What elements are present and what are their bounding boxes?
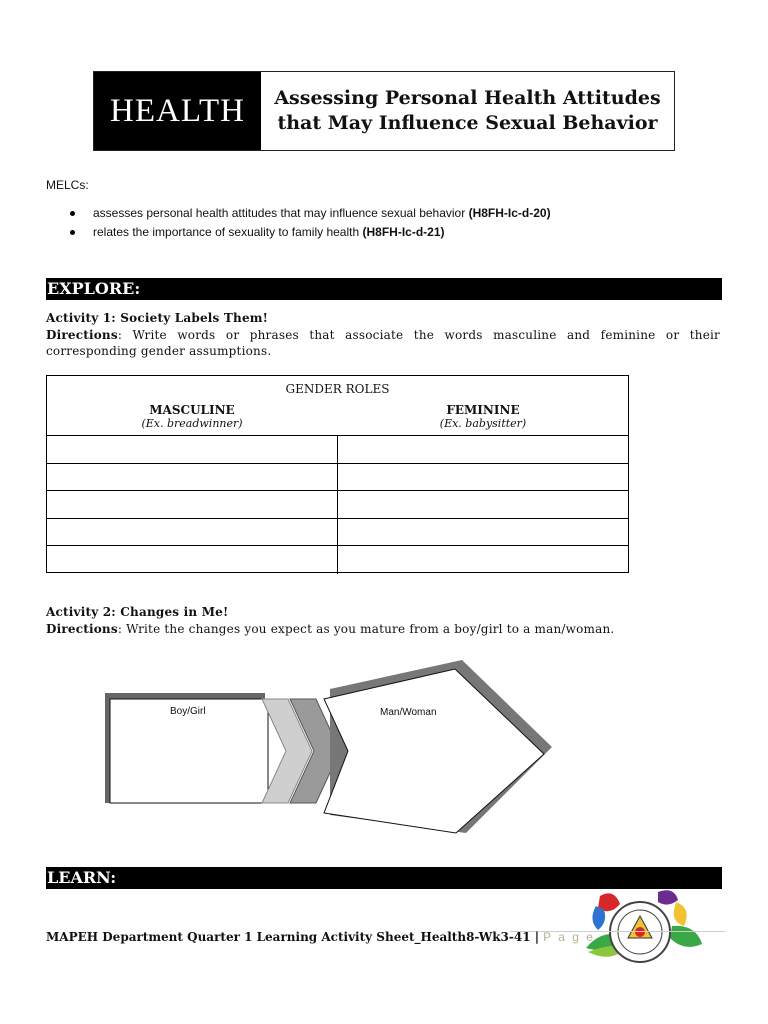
feminine-column-header	[338, 403, 628, 430]
color-shape	[658, 890, 678, 904]
bullet-icon	[70, 230, 75, 235]
masculine-label: MASCULINE	[149, 403, 235, 417]
activity1-title: Activity 1: Society Labels Them!	[46, 311, 269, 325]
changes-diagram	[100, 655, 570, 835]
melc-item	[70, 205, 710, 224]
boy-girl-label: Boy/Girl	[170, 706, 206, 717]
feminine-answer-cell[interactable]	[338, 546, 628, 574]
table-caption: GENDER ROLES	[285, 382, 390, 396]
table-header	[47, 376, 628, 436]
masculine-example: (Ex. breadwinner)	[141, 417, 243, 430]
page-label: P a g e	[543, 930, 595, 944]
melc-text: assesses personal health attitudes that may influence sexual behavior	[93, 206, 466, 220]
title-banner	[93, 71, 675, 151]
subject-badge: HEALTH	[94, 72, 261, 150]
table-row	[47, 436, 628, 464]
learn-section-header: LEARN:	[46, 867, 722, 889]
melc-code: (H8FH-Ic-d-21)	[362, 225, 445, 239]
feminine-answer-cell[interactable]	[338, 519, 628, 546]
color-shape	[670, 926, 702, 947]
melc-item	[70, 224, 710, 243]
feminine-answer-cell[interactable]	[338, 464, 628, 491]
masculine-answer-cell[interactable]	[47, 491, 338, 518]
directions-text: : Write the changes you expect as you mature from a boy/girl to a man/woman.	[117, 622, 615, 636]
table-row	[47, 519, 628, 547]
color-shape	[598, 893, 620, 911]
masculine-answer-cell[interactable]	[47, 519, 338, 546]
bullet-icon	[70, 211, 75, 216]
table-row	[47, 546, 628, 574]
melcs-label: MELCs:	[46, 178, 89, 192]
footer	[46, 930, 595, 944]
explore-section-header: EXPLORE:	[46, 278, 722, 300]
directions-label: Directions	[46, 328, 118, 342]
table-row	[47, 464, 628, 492]
masculine-answer-cell[interactable]	[47, 436, 338, 463]
masculine-answer-cell[interactable]	[47, 546, 338, 574]
man-woman-label: Man/Woman	[380, 707, 437, 718]
activity2-directions	[46, 621, 720, 637]
masculine-column-header	[47, 403, 337, 430]
activity2-title: Activity 2: Changes in Me!	[46, 605, 229, 619]
melc-code: (H8FH-Ic-d-20)	[468, 206, 551, 220]
color-shape	[674, 902, 687, 926]
school-seal-logo	[584, 886, 704, 996]
gender-roles-table	[46, 375, 629, 573]
masculine-answer-cell[interactable]	[47, 464, 338, 491]
footer-text: MAPEH Department Quarter 1 Learning Activity Sheet_Health8-Wk3-41 |	[46, 930, 540, 944]
feminine-example: (Ex. babysitter)	[439, 417, 527, 430]
feminine-answer-cell[interactable]	[338, 436, 628, 463]
man-woman-shape[interactable]	[324, 669, 544, 833]
table-row	[47, 491, 628, 519]
feminine-answer-cell[interactable]	[338, 491, 628, 518]
melc-text: relates the importance of sexuality to family health	[93, 225, 360, 239]
melcs-list	[70, 205, 710, 243]
page-title: Assessing Personal Health Attitudes that May Influence Sexual Behavior	[274, 87, 661, 134]
seal-center-dot	[635, 927, 645, 937]
activity1-directions	[46, 327, 720, 359]
feminine-label: FEMININE	[446, 403, 520, 417]
directions-text: : Write words or phrases that associate the words masculine and feminine or their corresponding gender assumptions.	[46, 328, 720, 358]
directions-label: Directions	[46, 622, 118, 636]
